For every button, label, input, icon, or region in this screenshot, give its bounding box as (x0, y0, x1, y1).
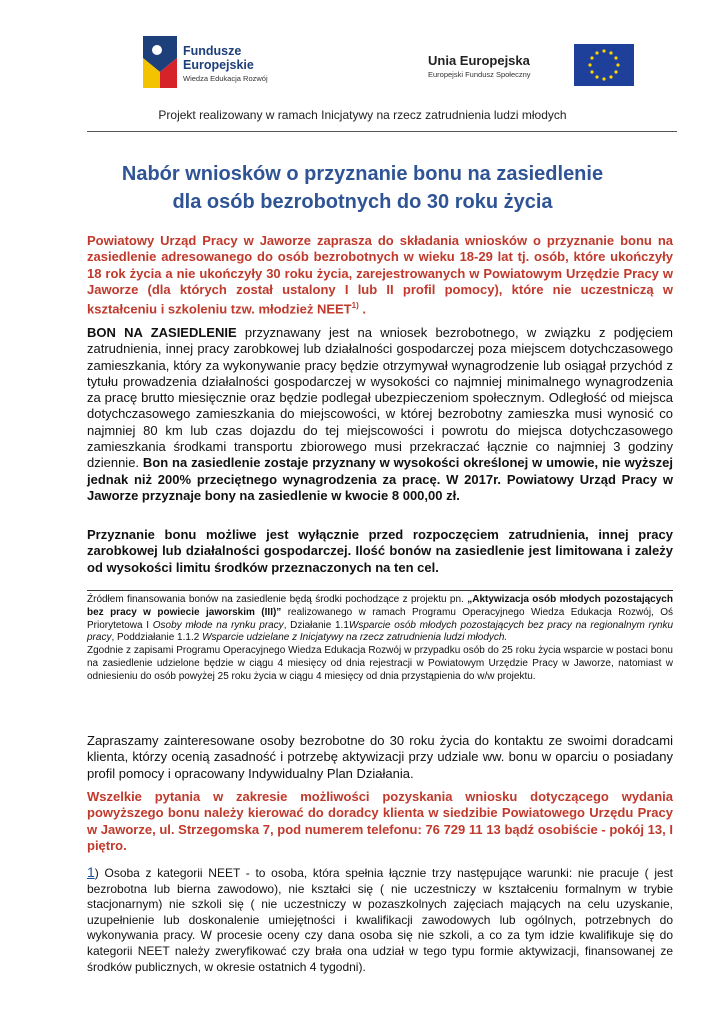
fundusze-europejskie-icon (143, 36, 177, 88)
funding-i2: Wsparcie osób młodych pozostających bez pracy na regionalnym rynku pracy (87, 619, 674, 644)
header-divider (87, 131, 677, 132)
bon-paragraph (87, 325, 673, 504)
bon-body: przyznawany jest na wniosek bezrobotnego, w związku z podjęciem zatrudnienia, innej pracy zarobkowej lub działalności gospodarczej poza miejscem dotychczasowego zamieszkania, który za wykonywanie pracy będzie otrzymywał wynagrodzenie lub osiągał przychód z tytułu prowadzenia działalności gospodarczej w wysokości co najmniej minimalnego wynagrodzenia za pracę brutto miesięcznie oraz będzie podlegał ubezpieczeniom społecznym. Odległość od miejsca dotychczasowego zamieszkania do miejscowości, w której bezrobotny zamieszka musi wynosić co najmniej 80 km lub czas dojazdu do tej miejscowości i powrotu do miejsca dotychczasowego zamieszkania środkami transportu zbiorowego musi przekraczać łącznie co najmniej 3 godziny dziennie. (87, 325, 673, 471)
funding-t1: Źródłem finansowania bonów na zasiedlenie będą środki pochodzące z projektu pn. (87, 594, 468, 605)
bon-lead: BON NA ZASIEDLENIE (87, 325, 237, 340)
footnote (87, 865, 673, 975)
bon-bold-tail: Bon na zasiedlenie zostaje przyznany w wysokości określonej w umowie, nie wyższej jednak niż 200% przeciętnego wynagrodzenia za pracę. W 2017r. Powiatowy Urząd Pracy w Jaworze przyznaje bony na zasiedlenie w kwocie 8 000,00 zł. (87, 455, 674, 503)
intro-footnote-ref: 1) (351, 301, 359, 311)
project-line: Projekt realizowany w ramach Inicjatywy na rzecz zatrudnienia ludzi młodych (158, 108, 567, 122)
ue-logo-text (428, 53, 531, 79)
funding-divider (87, 590, 673, 591)
condition-paragraph: Przyznanie bonu możliwe jest wyłącznie przed rozpoczęciem zatrudnienia, innej pracy zarobkowej lub działalności gospodarczej. Ilość bonów na zasiedlenie jest limitowana i zależy od wysokości limitu środków przeznaczonych na ten cel. (87, 527, 673, 575)
invite-paragraph: Zapraszamy zainteresowane osoby bezrobotne do 30 roku życia do kontaktu ze swoimi doradcami klienta, którzy ocenią zasadność i potrzebę aktywizacji przy udziale ww. bonu w oparciu o posiadany profil pomocy i opracowany Indywidualny Plan Działania. (87, 733, 673, 781)
funding-i1: Osoby młode na rynku pracy (152, 619, 284, 631)
fe-logo-sub: Wiedza Edukacja Rozwój (183, 74, 268, 83)
title-line2: dla osób bezrobotnych do 30 roku życia (172, 191, 553, 213)
intro-end: . (358, 301, 366, 317)
funding-project-name: „Aktywizacja osób młodych pozostających bez pracy w powiecie jaworskim (III)” (87, 594, 673, 618)
page-title (60, 160, 665, 216)
funding-t4: , Poddziałanie 1.1.2 (111, 632, 203, 644)
title-line1: Nabór wniosków o przyznanie bonu na zasiedlenie (121, 163, 604, 185)
funding-section (87, 594, 673, 684)
ue-sub: Europejski Fundusz Społeczny (428, 70, 531, 79)
funding-t2: realizowanego w ramach Programu Operacyjnego Wiedza Edukacja Rozwój, Oś Priorytetowa I (87, 606, 674, 631)
funding-paragraph-2: Zgodnie z zapisami Programu Operacyjnego Wiedza Edukacja Rozwój w przypadku osób do 25 roku życia wsparcie w postaci bonu na zasiedlenie udzielone będzie w ciągu 4 miesięcy od dnia rejestracji w Powiatowym Urzędzie Pracy w Jaworze, natomiast w odniesieniu do osób powyżej 25 roku życia w ciągu 4 miesięcy od dnia przystąpienia do w/w projektu. (87, 645, 673, 682)
contact-paragraph: Wszelkie pytania w zakresie możliwości pozyskania wniosku dotyczącego wydania powyższego bonu należy kierować do doradcy klienta w siedzibie Powiatowego Urzędu Pracy w Jaworze, ul. Strzegomska 7, pod numerem telefonu: 76 729 11 13 bądź osobiście - pokój 13, I piętro. (87, 789, 673, 853)
fe-logo-line2: Europejskie (183, 58, 254, 72)
funding-i3: Wsparcie udzielane z Inicjatywy na rzecz zatrudnienia ludzi młodych. (202, 632, 508, 644)
funding-t3: , Działanie 1.1 (283, 619, 349, 631)
footnote-text: ) Osoba z kategorii NEET - to osoba, która spełnia łącznie trzy następujące warunki: nie pracuje ( jest bezrobotna lub bierna zawodowo), nie kształci się ( nie uczestniczy w kształceniu formalnym w trybie stacjonarnym) nie szkoli się ( nie uczestniczy w pozaszkolnych zajęciach mających na celu uzyskanie, uzupełnienie lub doskonalenie umiejętności i kwalifikacji zawodowych lub ogólnych, potrzebnych do wykonywania pracy. W procesie oceny czy dana osoba się nie szkoli, a co za tym idzie kwalifikuje się do kategorii NEET należy zweryfikować czy brała ona udział w tego typu formie aktywizacji, finansowanej ze środków publicznych, w okresie ostatnich 4 tygodni). (87, 866, 673, 974)
ue-title: Unia Europejska (428, 53, 530, 68)
funding-paragraph-1 (87, 594, 673, 645)
intro-text: Powiatowy Urząd Pracy w Jaworze zaprasza do składania wniosków o przyznanie bonu na zasiedlenie adresowanego do osób bezrobotnych w wieku 18-29 lat tj. osób, które ukończyły 18 rok życia a nie ukończyły 30 roku życia, zarejestrowanych w Powiatowym Urzędzie Pracy w Jaworze (dla których został ustalony I lub II profil pomocy), które nie uczestniczą w kształceniu i szkoleniu tzw. młodzież NEET (87, 233, 673, 317)
eu-flag-icon (574, 44, 634, 86)
footnote-marker-link[interactable]: 1 (87, 864, 95, 880)
intro-paragraph (87, 233, 673, 318)
fe-logo-line1: Fundusze (183, 44, 242, 58)
fundusze-europejskie-logo (143, 36, 303, 88)
